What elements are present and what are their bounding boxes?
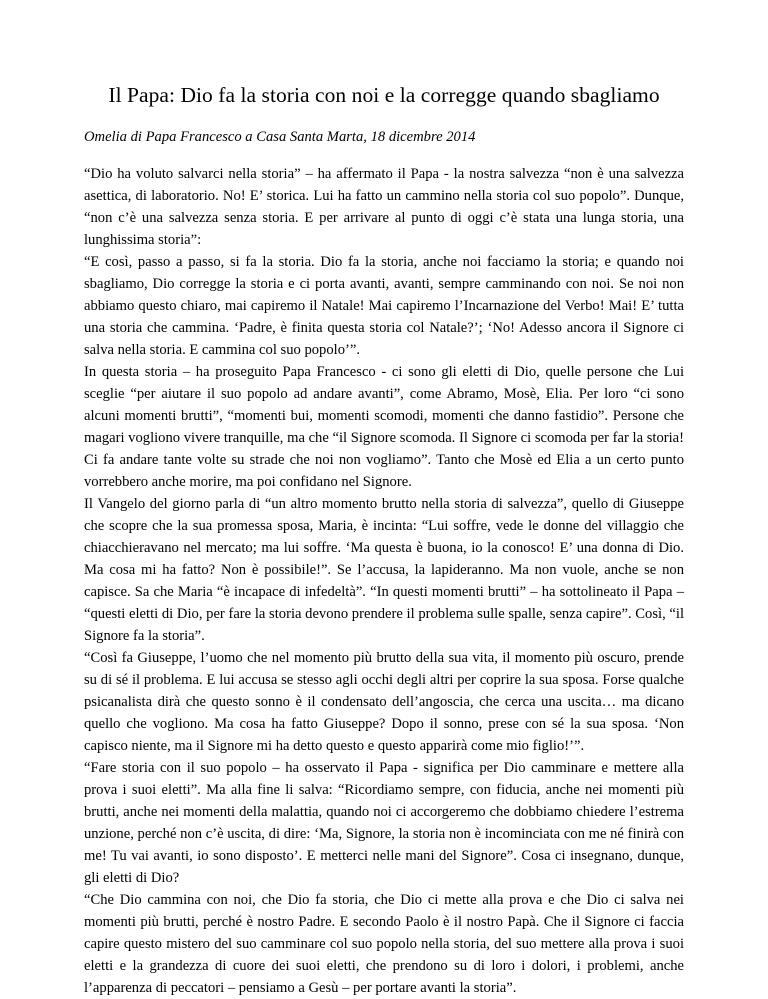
paragraph-3: In questa storia – ha proseguito Papa Francesco - ci sono gli eletti di Dio, quelle persone che Lui sceglie “per aiutare il suo popolo ad andare avanti”, come Abramo, Mosè, Elia. Per loro “ci sono alcuni momenti brutti”, “momenti bui, momenti scomodi, momenti che danno fastidio”. Persone che magari vogliono vivere tranquille, ma che “il Signore scomoda. Il Signore ci scomoda per far la storia! Ci fa andare tante volte su strade che noi non vogliamo”. Tanto che Mosè ed Elia a un certo punto vorrebbero anche morire, ma poi confidano nel Signore. [84,363,684,490]
document-title: Il Papa: Dio fa la storia con noi e la corregge quando sbagliamo [108,83,660,107]
paragraph-7: “Che Dio cammina con noi, che Dio fa storia, che Dio ci mette alla prova e che Dio ci salva nei momenti più brutti, perché è nostro Padre. E secondo Paolo è il nostro Papà. Che il Signore ci faccia capire questo mistero del suo camminare col suo popolo nella storia, del suo mettere alla prova i suoi eletti e la grandezza di cuore dei suoi eletti, che prendono su di loro i dolori, i problemi, anche l’apparenza di peccatori – pensiamo a Gesù – per portare avanti la storia”. [84,891,684,996]
paragraph-5: “Così fa Giuseppe, l’uomo che nel momento più brutto della sua vita, il momento più oscuro, prende su di sé il problema. E lui accusa se stesso agli occhi degli altri per coprire la sua sposa. Forse qualche psicanalista dirà che questo sonno è il condensato dell’angoscia, che cerca una uscita… ma dicano quello che vogliono. Ma cosa ha fatto Giuseppe? Dopo il sonno, prese con sé la sua sposa. ‘Non capisco niente, ma il Signore mi ha detto questo e questo apparirà come mio figlio!’”. [84,649,684,754]
document-page [84,0,684,999]
document-subtitle: Omelia di Papa Francesco a Casa Santa Marta, 18 dicembre 2014 [84,128,476,145]
paragraph-4: Il Vangelo del giorno parla di “un altro momento brutto nella storia di salvezza”, quello di Giuseppe che scopre che la sua promessa sposa, Maria, è incinta: “Lui soffre, vede le donne del villaggio che chiacchieravano nel mercato; ma lui soffre. ‘Ma questa è buona, io la conosco! E’ una donna di Dio. Ma cosa mi ha fatto? Non è possibile!”. Se l’accusa, la lapideranno. Ma non vuole, anche se non capisce. Sa che Maria “è incapace di infedeltà”. “In questi momenti brutti” – ha sottolineato il Papa – “questi eletti di Dio, per fare la storia devono prendere il problema sulle spalle, senza capire”. Così, “il Signore fa la storia”. [84,495,684,644]
paragraph-2: “E così, passo a passo, si fa la storia. Dio fa la storia, anche noi facciamo la storia; e quando noi sbagliamo, Dio corregge la storia e ci porta avanti, avanti, sempre camminando con noi. Se noi non abbiamo questo chiaro, mai capiremo il Natale! Mai capiremo l’Incarnazione del Verbo! Mai! E’ tutta una storia che cammina. ‘Padre, è finita questa storia col Natale?’; ‘No! Adesso ancora il Signore ci salva nella storia. E cammina col suo popolo’”. [84,253,684,358]
document-body [84,163,684,999]
paragraph-6: “Fare storia con il suo popolo – ha osservato il Papa - significa per Dio camminare e mettere alla prova i suoi eletti”. Ma alla fine li salva: “Ricordiamo sempre, con fiducia, anche nei momenti più brutti, anche nei momenti della malattia, quando noi ci accorgeremo che dobbiamo chiedere l’estrema unzione, perché non c’è uscita, di dire: ‘Ma, Signore, la storia non è incominciata con me né finirà con me! Tu vai avanti, io sono disposto’. E metterci nelle mani del Signore”. Cosa ci insegnano, dunque, gli eletti di Dio? [84,759,684,886]
paragraph-1: “Dio ha voluto salvarci nella storia” – ha affermato il Papa - la nostra salvezza “non è una salvezza asettica, di laboratorio. No! E’ storica. Lui ha fatto un cammino nella storia col suo popolo”. Dunque, “non c’è una salvezza senza storia. E per arrivare al punto di oggi c’è stata una lunga storia, una lunghissima storia”: [84,165,684,248]
